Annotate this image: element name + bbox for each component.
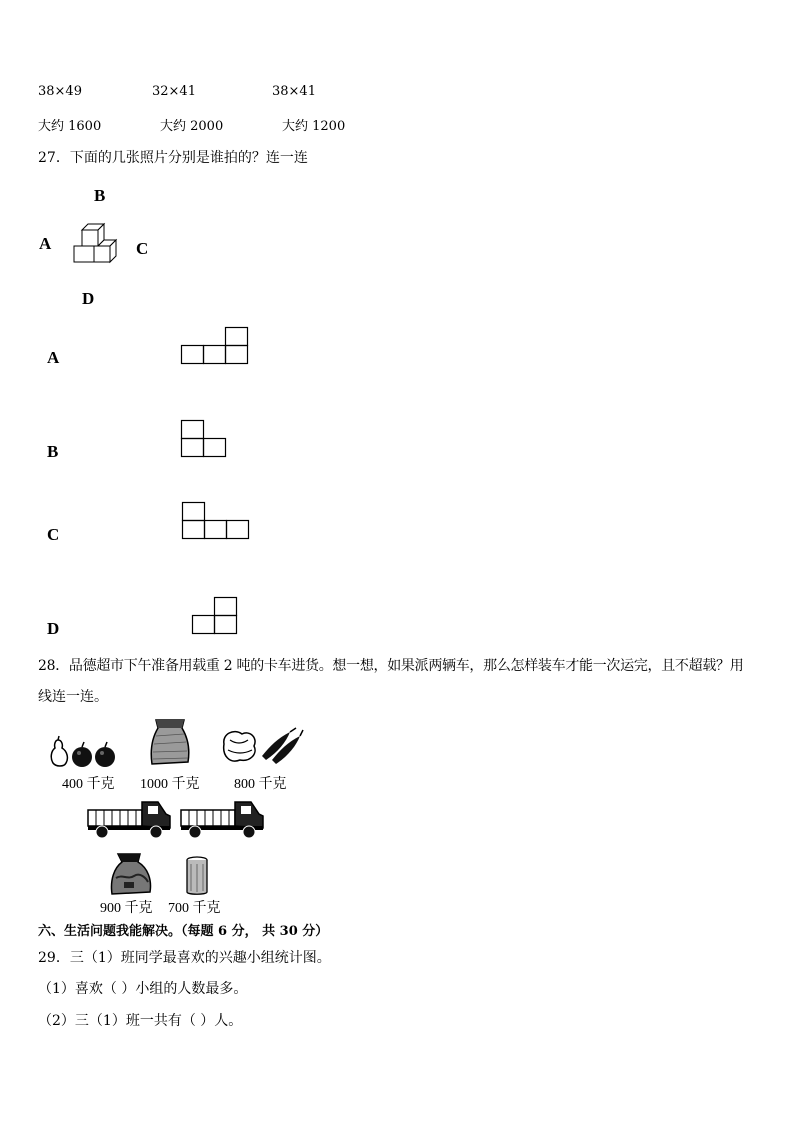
question-28-line2: 线连一连。 — [38, 689, 108, 705]
cube-stack-figure — [70, 218, 120, 274]
goods-weight-fruit: 400 千克 — [62, 777, 115, 792]
option-label-c: C — [47, 525, 60, 544]
goods-weight-vegetables: 800 千克 — [234, 777, 287, 792]
view-label-bottom: D — [82, 289, 95, 308]
goods-weight-bag: 900 千克 — [100, 901, 153, 916]
view-grid-a[interactable] — [181, 327, 251, 365]
question-27-text: 27．下面的几张照片分别是谁拍的？连一连 — [38, 150, 308, 166]
option-label-a: A — [47, 348, 60, 367]
question-29-sub1: （1）喜欢（ ）小组的人数最多。 — [38, 981, 248, 997]
sack-icon[interactable] — [148, 718, 192, 768]
product-expression-3: 38×41 — [272, 84, 316, 99]
fruit-icon[interactable] — [48, 736, 122, 768]
question-29-text: 29．三（1）班同学最喜欢的兴趣小组统计图。 — [38, 950, 331, 966]
vegetables-icon[interactable] — [220, 726, 304, 766]
truck-icon-left[interactable] — [86, 798, 174, 840]
product-expression-1: 38×49 — [38, 84, 82, 99]
option-label-b: B — [47, 442, 59, 461]
view-grid-c[interactable] — [182, 502, 252, 540]
goods-weight-barrel: 700 千克 — [168, 901, 221, 916]
view-grid-b[interactable] — [181, 420, 229, 458]
estimate-1: 大约 1600 — [38, 119, 102, 134]
view-label-right: C — [136, 239, 149, 258]
question-29-sub2: （2）三（1）班一共有（ ）人。 — [38, 1013, 243, 1029]
section-6-heading: 六、生活问题我能解决。（每题 6 分， 共 30 分） — [38, 924, 329, 939]
view-label-top: B — [94, 186, 106, 205]
truck-icon-right[interactable] — [178, 798, 268, 840]
goods-weight-sack: 1000 千克 — [140, 777, 200, 792]
estimate-3: 大约 1200 — [282, 119, 346, 134]
question-28-line1: 28．品德超市下午准备用载重 2 吨的卡车进货。想一想，如果派两辆车，那么怎样装车才能一次运完，且不超载？用 — [38, 658, 744, 674]
estimate-2: 大约 2000 — [160, 119, 224, 134]
barrel-icon[interactable] — [185, 856, 209, 896]
product-expression-2: 32×41 — [152, 84, 196, 99]
view-label-left: A — [39, 234, 52, 253]
view-grid-d[interactable] — [192, 597, 240, 635]
option-label-d: D — [47, 619, 60, 638]
bag-icon[interactable] — [108, 852, 154, 896]
